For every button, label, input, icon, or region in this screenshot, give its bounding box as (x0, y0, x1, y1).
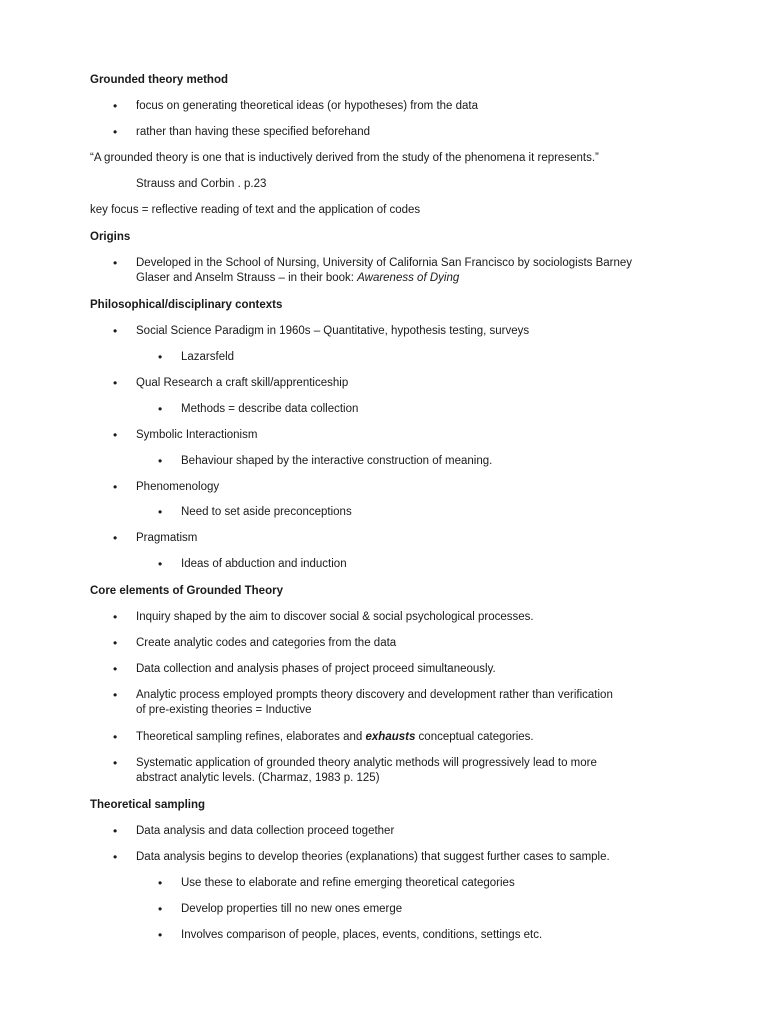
list-item-text: Developed in the School of Nursing, University of California San Francisco by sociologists Barney (136, 257, 633, 269)
bullet: • (113, 125, 118, 139)
list-item-text: Pragmatism (136, 532, 198, 544)
heading-theoretical-sampling: Theoretical sampling (90, 799, 206, 811)
list-item-text: Systematic application of grounded theory analytic methods will progressively lead to more (136, 757, 597, 769)
bullet: • (158, 928, 163, 942)
list-item-text: Data collection and analysis phases of project proceed simultaneously. (136, 663, 496, 675)
bullet: • (158, 876, 163, 890)
heading-contexts: Philosophical/disciplinary contexts (90, 299, 283, 311)
list-item-text: of pre-existing theories = Inductive (136, 704, 312, 716)
sub-list-item-text: Lazarsfeld (181, 351, 235, 363)
bullet: • (158, 402, 163, 416)
bullet: • (113, 662, 118, 676)
book-title: Awareness of Dying (357, 272, 460, 284)
bullet: • (113, 688, 118, 702)
list-item-text: rather than having these specified beforehand (136, 126, 370, 138)
list-item-text (136, 730, 534, 745)
heading-core-elements: Core elements of Grounded Theory (90, 585, 283, 597)
bullet: • (158, 902, 163, 916)
list-item-text: Analytic process employed prompts theory discovery and development rather than verification (136, 689, 613, 701)
bullet: • (113, 480, 118, 494)
bullet: • (113, 824, 118, 838)
bullet: • (113, 428, 118, 442)
bullet: • (158, 505, 163, 519)
sub-list-item-text: Behaviour shaped by the interactive construction of meaning. (181, 455, 493, 467)
sub-list-item-text: Use these to elaborate and refine emerging theoretical categories (181, 877, 515, 889)
sub-list-item-text: Need to set aside preconceptions (181, 506, 352, 518)
list-item-text (136, 271, 459, 286)
key-focus-text: key focus = reflective reading of text and the application of codes (90, 204, 421, 216)
list-item-text: Create analytic codes and categories from the data (136, 637, 397, 649)
list-item-text: abstract analytic levels. (Charmaz, 1983 p. 125) (136, 772, 380, 784)
list-item-text: focus on generating theoretical ideas (or hypotheses) from the data (136, 100, 479, 112)
bullet: • (113, 256, 118, 270)
bullet: • (113, 531, 118, 545)
bullet: • (113, 99, 118, 113)
sub-list-item-text: Involves comparison of people, places, events, conditions, settings etc. (181, 929, 543, 941)
bullet: • (158, 350, 163, 364)
emphasis-text: exhausts (365, 731, 416, 743)
list-item-text: Symbolic Interactionism (136, 429, 258, 441)
sub-list-item-text: Develop properties till no new ones emerge (181, 903, 403, 915)
text-part: Theoretical sampling refines, elaborates and (136, 731, 366, 743)
bullet: • (113, 376, 118, 390)
origins-text: Glaser and Anselm Strauss – in their book: (136, 272, 358, 284)
heading-origins: Origins (90, 231, 131, 243)
sub-list-item-text: Methods = describe data collection (181, 403, 359, 415)
bullet: • (158, 454, 163, 468)
heading-grounded-theory-method: Grounded theory method (90, 74, 228, 86)
quote: “A grounded theory is one that is inductively derived from the study of the phenomena it represents.” (90, 152, 599, 164)
list-item-text: Phenomenology (136, 481, 220, 493)
sub-list-item-text: Ideas of abduction and induction (181, 558, 347, 570)
list-item-text: Social Science Paradigm in 1960s – Quantitative, hypothesis testing, surveys (136, 325, 530, 337)
bullet: • (158, 557, 163, 571)
bullet: • (113, 636, 118, 650)
text-part: conceptual categories. (415, 731, 534, 743)
citation: Strauss and Corbin . p.23 (136, 178, 267, 190)
bullet: • (113, 324, 118, 338)
bullet: • (113, 730, 118, 744)
bullet: • (113, 610, 118, 624)
list-item-text: Inquiry shaped by the aim to discover social & social psychological processes. (136, 611, 534, 623)
list-item-text: Qual Research a craft skill/apprenticeship (136, 377, 349, 389)
list-item-text: Data analysis and data collection proceed together (136, 825, 395, 837)
bullet: • (113, 850, 118, 864)
bullet: • (113, 756, 118, 770)
list-item-text: Data analysis begins to develop theories (explanations) that suggest further cases to sample. (136, 851, 610, 863)
